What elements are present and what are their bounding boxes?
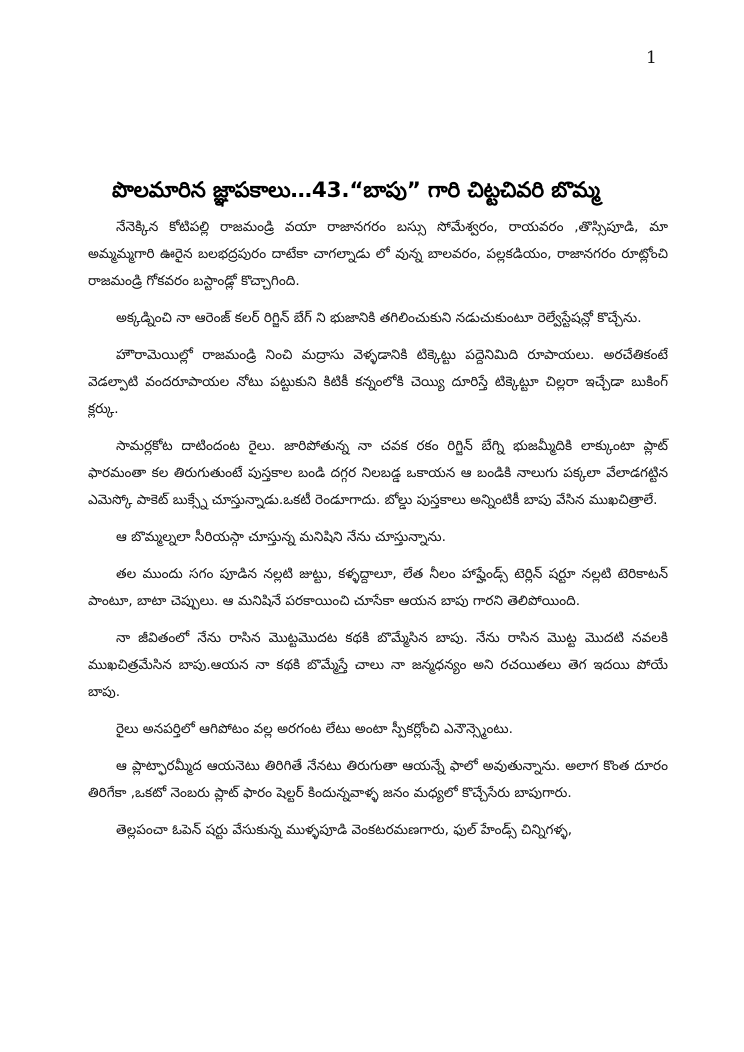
paragraph: నా జీవితంలో నేను రాసిన మొట్టమొదట కథకి బొమ్మేసిన బాపు. నేను రాసిన మొట్ట మొదటి నవలకి ముఖచిత్రమేసిన బాపు.ఆయన నా కథకి బొమ్మేస్తే చాలు నా జన్మధన్యం అని రచయితలు తెగ ఇదయి పోయే బాపు.	[88, 630, 668, 700]
paragraph: సామర్లకోట దాటిందంట రైలు. జారిపోతున్న నా చవక రకం రిగ్జిన్ బేగ్ని భుజమ్మీదికి లాక్కుంటా ప్లాట్ ఫారమంతా కల తిరుగుతుంటే పుస్తకాల బండి దగ్గర నిలబడ్డ ఒకాయన ఆ బండికి నాలుగు పక్కలా వేలాడగట్టిన ఎమెస్కో పాకెట్ బుక్స్నే చూస్తున్నాడు.ఒకటీ రెండూగాదు. బోల్డు పుస్తకాలు అన్నింటికీ బాపు వేసిన ముఖచిత్రాలే.	[88, 438, 668, 508]
paragraph: తల ముందు సగం పూడిన నల్లటి జుట్టు, కళ్ళద్దాలూ, లేత నీలం హాఫ్హేండ్స్ టెర్లిన్ షర్టూ నల్లటి టెరికాటన్ పాంటూ, బాటా చెప్పులు. ఆ మనిషినే పరకాయించి చూసేకా ఆయన బాపు గారని తెలిపోయింది.	[88, 566, 668, 609]
paragraph: హౌరామెయిల్లో రాజమండ్రి నించి మద్రాసు వెళ్ళడానికి టిక్కెట్టు పద్దెనిమిది రూపాయలు. అరచేతికంటే వెడల్పాటి వందరూపాయల నోటు పట్టుకుని కిటికీ కన్నంలోకి చెయ్యి దూరిస్తే టిక్కెట్టూ చిల్లరా ఇచ్చేడా బుకింగ్ క్లర్కు.	[88, 347, 668, 417]
paragraph: రైలు అనపర్తిలో ఆగిపోటం వల్ల అరగంట లేటు అంటా స్పీకర్లోంచి ఎనౌన్స్మెంటు.	[116, 721, 513, 737]
paragraph: అక్కడ్నించి నా ఆరెంజ్ కలర్ రిగ్జిన్ బేగ్ ని భుజానికి తగిలించుకుని నడుచుకుంటూ రెల్వేస్టేషన్లో కొచ్చేను.	[116, 310, 642, 326]
paragraph: ఆ ప్లాట్ఫారమ్మీద ఆయనెటు తిరిగితే నేనటు తిరుగుతా ఆయన్నే ఫాలో అవుతున్నాను. అలాగ కొంత దూరం తిరిగేకా ,ఒకటో నెంబరు ప్లాట్ ఫారం షెల్టర్ కిందున్నవాళ్ళ జనం మధ్యలో కొచ్చేసేరు బాపుగారు.	[88, 758, 668, 801]
paragraph: నేనెక్కిన కోటిపల్లి రాజమండ్రి వయా రాజానగరం బస్సు సోమేశ్వరం, రాయవరం ,తొస్సిపూడి, మా అమ్మమ్మగారి ఊరైన బలభద్రపురం దాటేకా చాగల్నాడు లో వున్న బాలవరం, పల్లకడియం, రాజానగరం రూట్లోంచి రాజమండ్రి గోకవరం బస్టాండ్లో కొచ్చాగింది.	[88, 219, 668, 289]
paragraph: తెల్లపంచా ఓపెన్ షర్టు వేసుకున్న ముళ్ళపూడి వెంకటరమణగారు, ఫుల్ హేండ్స్ చిన్నిగళ్ళ,	[116, 822, 573, 838]
paragraph: ఆ బొమ్మల్నలా సీరియస్గా చూస్తున్న మనిషిని నేను చూస్తున్నాను.	[116, 529, 446, 545]
page-number: 1	[646, 48, 657, 68]
article-title: పొలమారిన జ్ఞాపకాలు…43.“బాపు” గారి చిట్టచివరి బొమ్మ	[112, 178, 600, 203]
article-body	[88, 214, 668, 854]
